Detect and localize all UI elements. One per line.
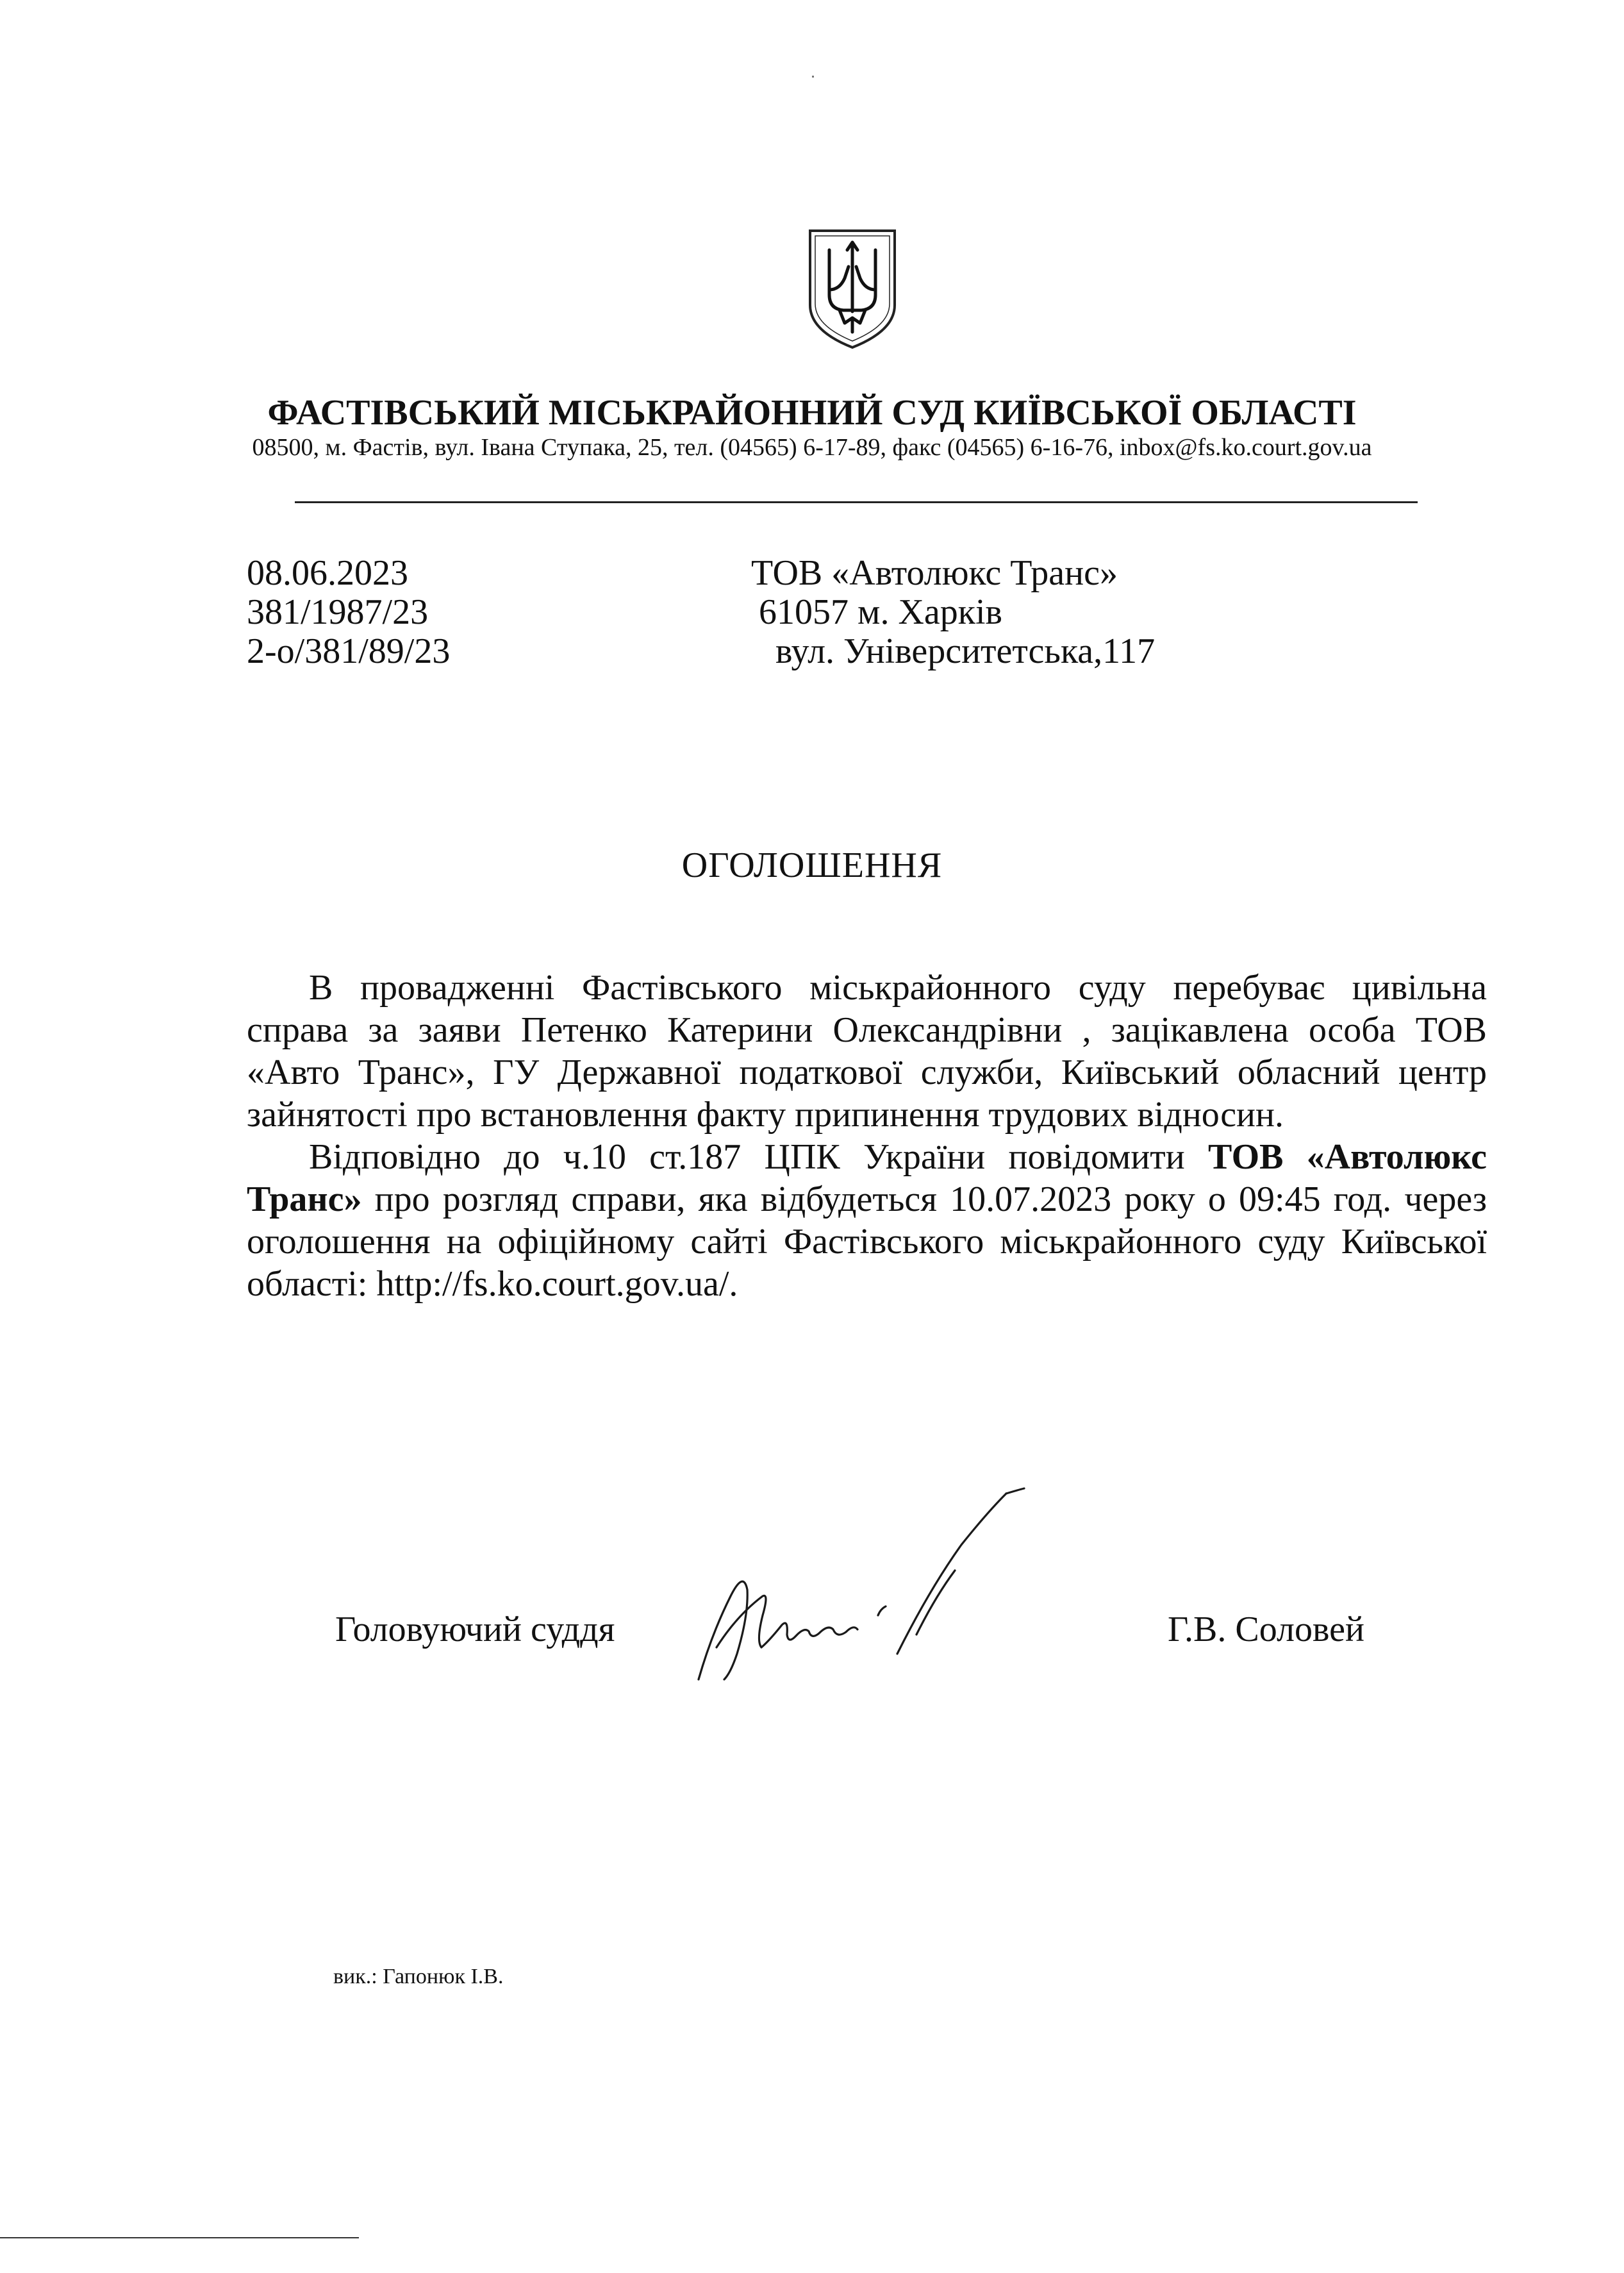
case-number: 2-о/381/89/23 [247, 631, 451, 671]
recipient-street: вул. Університетська,117 [775, 631, 1156, 671]
trident-coat-of-arms-icon [806, 228, 899, 350]
outgoing-number: 381/1987/23 [247, 592, 429, 632]
announcement-body [247, 967, 1487, 1305]
court-address: 08500, м. Фастів, вул. Івана Ступака, 25, тел. (04565) 6-17-89, факс (04565) 6-16-76, inbox@fs.ko.court.gov.ua [252, 434, 1372, 461]
judge-role: Головуючий суддя [335, 1610, 615, 1649]
document-date: 08.06.2023 [247, 553, 408, 593]
paragraph-2-tail: про розгляд справи, яка відбудеться 10.07.2023 року о 09:45 год. через оголошення на офіційному сайті Фастівського міськрайонного суду Київської області: http://fs.ko.court.gov.ua/. [247, 1179, 1487, 1304]
document-title: ОГОЛОШЕННЯ [681, 845, 943, 885]
recipient-city: 61057 м. Харків [759, 592, 1002, 632]
paragraph-1: В провадженні Фастівського міськрайонного суду перебуває цивільна справа за заяви Петенко Катерини Олександрівни , зацікавлена особа ТОВ «Авто Транс», ГУ Державної податкової служби, Київський обласний центр зайнятості про встановлення факту припинення трудових відносин. [247, 968, 1487, 1135]
header-divider [295, 501, 1418, 503]
paragraph-2 [247, 1136, 1487, 1305]
recipient-bold: ТОВ «Автолюкс Транс» [247, 1137, 1487, 1219]
paragraph-2-lead: Відповідно до ч.10 ст.187 ЦПК України повідомити [309, 1137, 1208, 1177]
judge-name: Г.В. Соловей [1168, 1610, 1364, 1649]
court-name: ФАСТІВСЬКИЙ МІСЬКРАЙОННИЙ СУД КИЇВСЬКОЇ ОБЛАСТІ [267, 393, 1357, 433]
handwritten-signature-icon [686, 1487, 1045, 1699]
executor-note: вик.: Гапонюк І.В. [333, 1965, 504, 1988]
bottom-divider [0, 2237, 359, 2238]
scan-speck [812, 76, 814, 78]
recipient-name: ТОВ «Автолюкс Транс» [751, 553, 1118, 593]
